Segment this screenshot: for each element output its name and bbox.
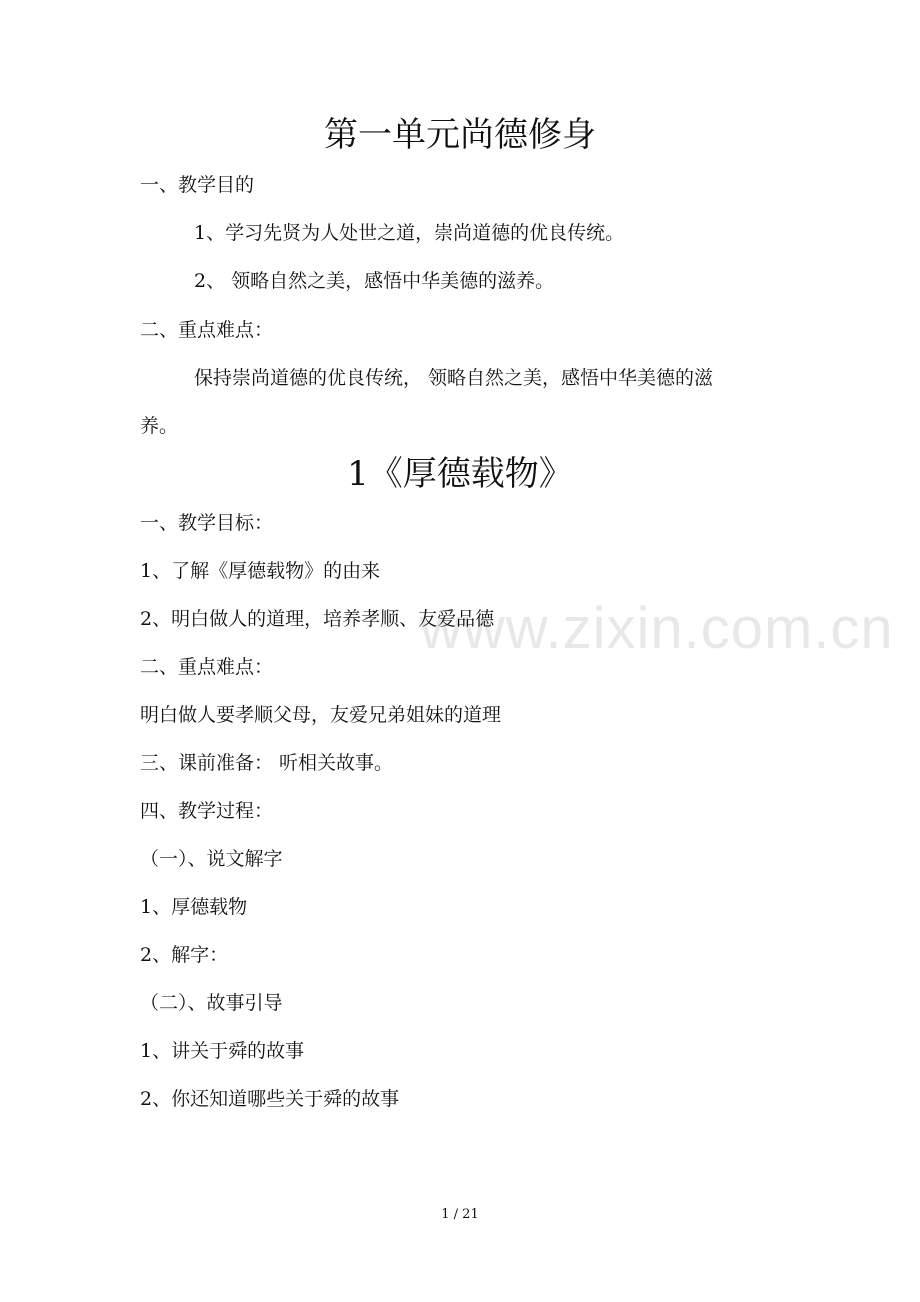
difficulty-text: 明白做人要孝顺父母，友爱兄弟姐妹的道理	[140, 704, 502, 726]
key-points-heading: 二、重点难点：	[140, 319, 274, 341]
difficulty-heading: 二、重点难点：	[140, 656, 274, 678]
goals-heading: 一、教学目标：	[140, 512, 274, 534]
objective-item-2: 2、 领略自然之美，感悟中华美德的滋养。	[194, 270, 555, 292]
part-2-item-1: 1、讲关于舜的故事	[140, 1040, 305, 1062]
key-points-text-line-2: 养。	[140, 415, 179, 437]
objectives-heading: 一、教学目的	[140, 174, 255, 196]
site-watermark: www.zixin.com.cn	[420, 596, 894, 661]
part-2-heading: （二）、故事引导	[140, 992, 283, 1014]
unit-title: 第一单元尚德修身	[324, 115, 596, 155]
part-2-item-2: 2、你还知道哪些关于舜的故事	[140, 1088, 400, 1110]
page-number: 1 / 21	[441, 1207, 479, 1222]
preparation-line: 三、课前准备： 听相关故事。	[140, 752, 394, 774]
process-heading: 四、教学过程：	[140, 800, 274, 822]
lesson-title: 1《厚德载物》	[347, 454, 573, 494]
part-1-item-1: 1、厚德载物	[140, 896, 248, 918]
goal-item-2: 2、明白做人的道理，培养孝顺、友爱品德	[140, 608, 495, 630]
key-points-text-line-1: 保持崇尚道德的优良传统， 领略自然之美，感悟中华美德的滋	[194, 367, 714, 389]
objective-item-1: 1、学习先贤为人处世之道，崇尚道德的优良传统。	[194, 222, 625, 244]
goal-item-1: 1、了解《厚德载物》的由来	[140, 560, 381, 582]
part-1-heading: （一）、说文解字	[140, 848, 283, 870]
part-1-item-2: 2、解字：	[140, 944, 229, 966]
